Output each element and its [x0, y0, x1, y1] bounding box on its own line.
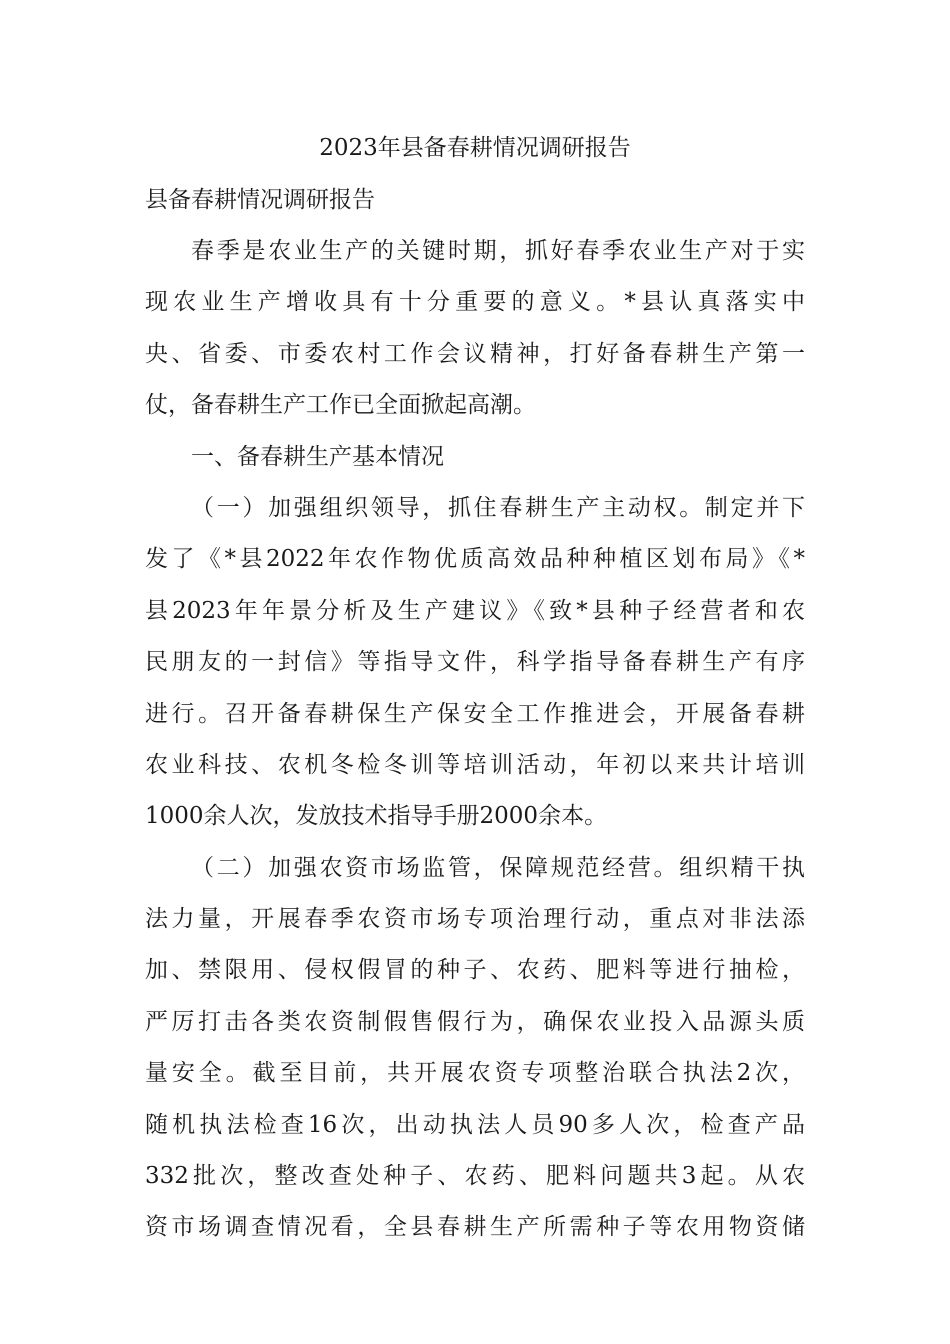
body-text-line: 严厉打击各类农资制假售假行为，确保农业投入品源头质 — [145, 1008, 805, 1035]
body-text-line: 仗，备春耕生产工作已全面掀起高潮。 — [145, 392, 536, 419]
document-subtitle: 县备春耕情况调研报告 — [145, 187, 375, 213]
body-text-line: 加、禁限用、侵权假冒的种子、农药、肥料等进行抽检， — [145, 957, 805, 984]
body-text-line: 法力量，开展春季农资市场专项治理行动，重点对非法添 — [145, 906, 805, 933]
body-text-line: 发了《*县2022年农作物优质高效品种种植区划布局》《* — [145, 546, 805, 573]
body-text-line: 资市场调查情况看，全县春耕生产所需种子等农用物资储 — [145, 1214, 805, 1241]
body-text-line: 现农业生产增收具有十分重要的意义。*县认真落实中 — [145, 289, 805, 316]
body-text-line: 央、省委、市委农村工作会议精神，打好备春耕生产第一 — [145, 340, 805, 367]
body-text-line: 量安全。截至目前，共开展农资专项整治联合执法2次， — [145, 1060, 805, 1087]
body-text-line: 农业科技、农机冬检冬训等培训活动，年初以来共计培训 — [145, 751, 805, 778]
body-text-line: 随机执法检查16次，出动执法人员90多人次，检查产品 — [145, 1111, 805, 1138]
document-title: 2023年县备春耕情况调研报告 — [319, 135, 631, 161]
body-text-line: （一）加强组织领导，抓住春耕生产主动权。制定并下 — [191, 494, 805, 521]
body-text-line: 春季是农业生产的关键时期，抓好春季农业生产对于实 — [191, 238, 805, 264]
body-text-line: （二）加强农资市场监管，保障规范经营。组织精干执 — [191, 854, 805, 881]
body-text-line: 一、备春耕生产基本情况 — [191, 443, 444, 470]
body-text-line: 民朋友的一封信》等指导文件，科学指导备春耕生产有序 — [145, 649, 805, 676]
body-text-line: 1000余人次，发放技术指导手册2000余本。 — [145, 803, 608, 830]
body-text-line: 332批次，整改查处种子、农药、肥料问题共3起。从农 — [145, 1163, 805, 1190]
body-text-line: 县2023年年景分析及生产建议》《致*县种子经营者和农 — [145, 597, 805, 624]
document-body — [145, 231, 805, 1259]
body-text-line: 进行。召开备春耕保生产保安全工作推进会，开展备春耕 — [145, 700, 805, 727]
